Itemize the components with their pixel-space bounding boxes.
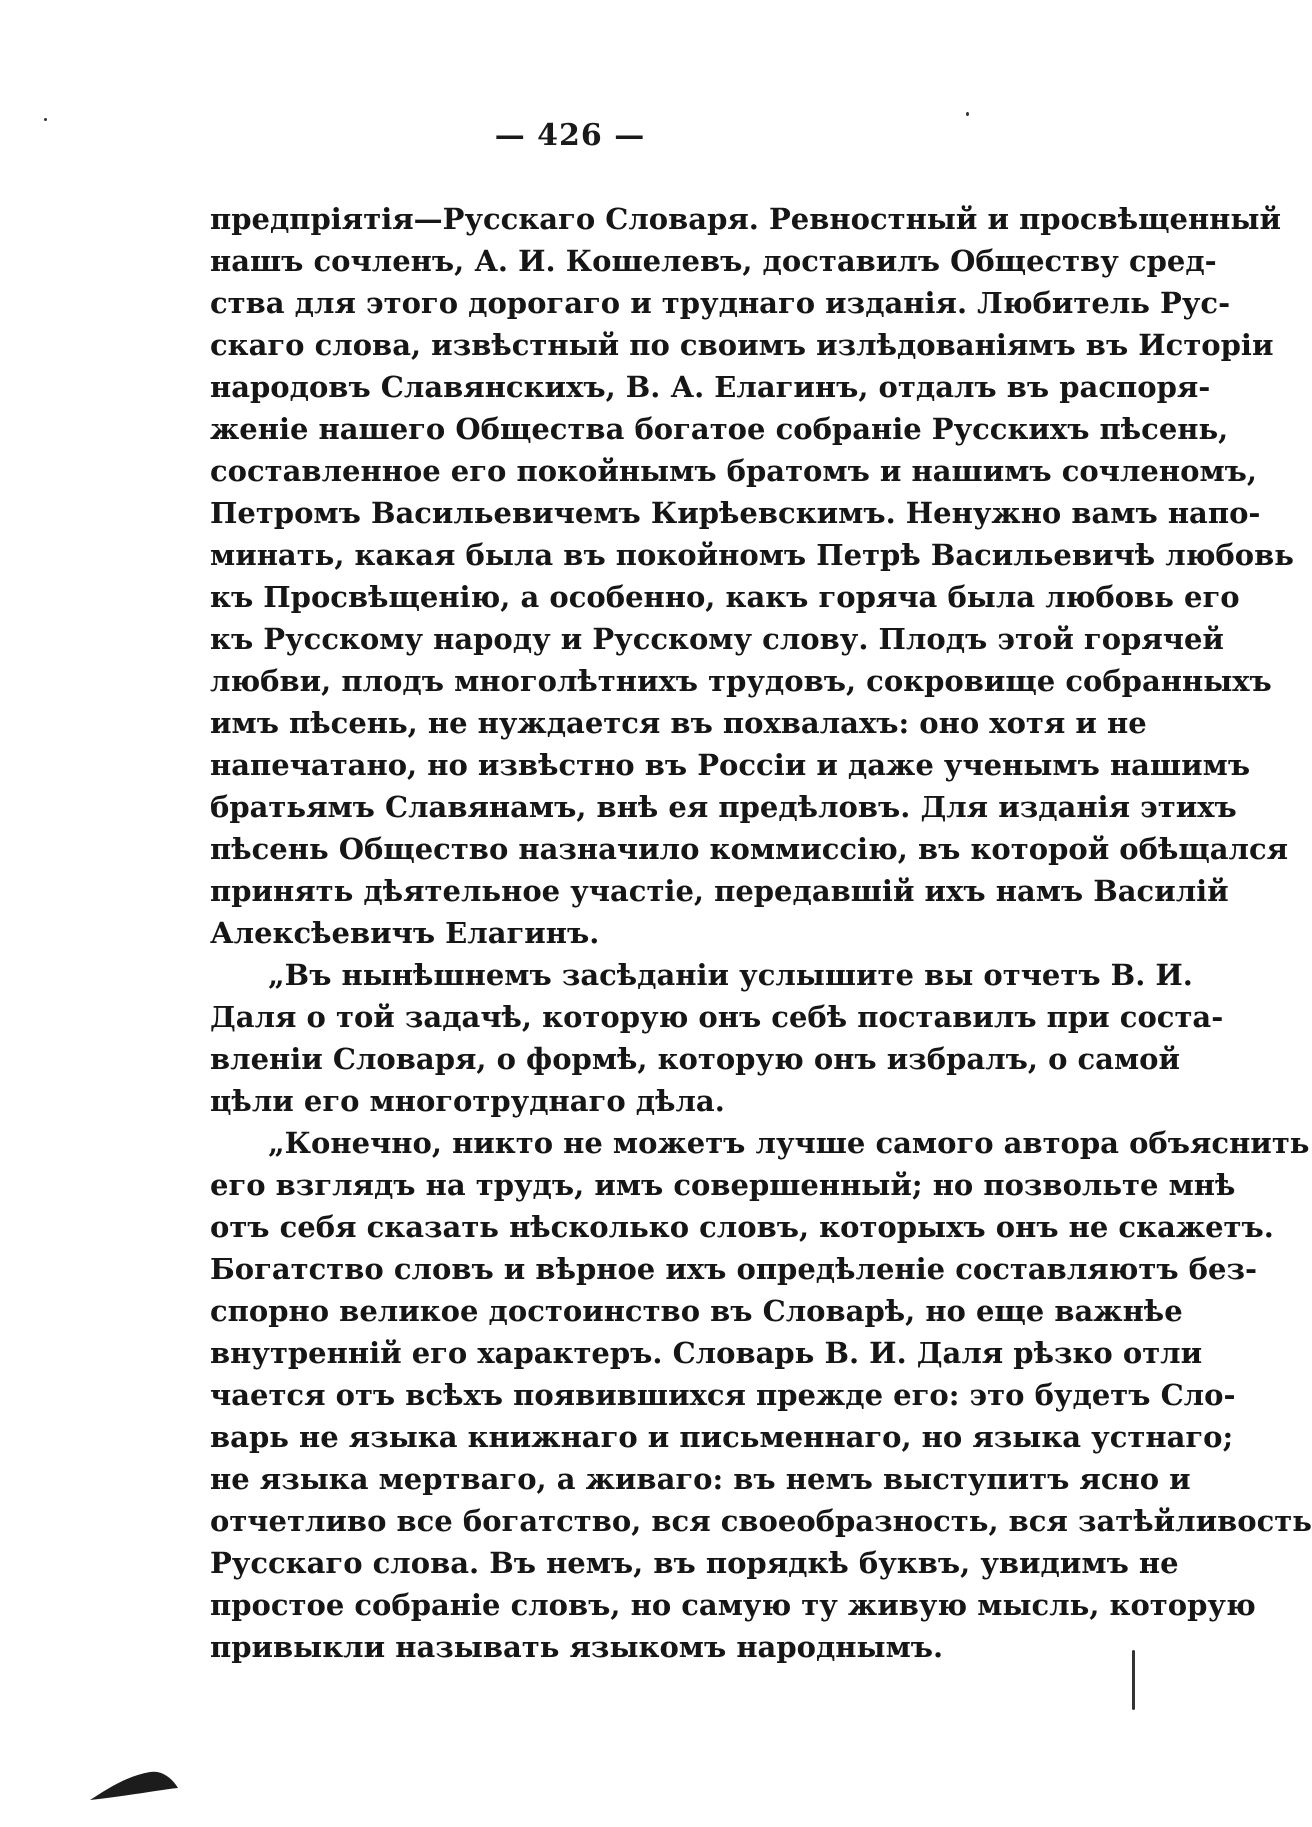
text-line: къ Русскому народу и Русскому слову. Плодъ этой горячей: [210, 622, 1224, 656]
text-line: „Въ нынѣшнемъ засѣданіи услышите вы отчетъ В. И.: [268, 958, 1193, 992]
text-line: любви, плодъ многолѣтнихъ трудовъ, сокровище собранныхъ: [210, 664, 1272, 698]
text-line: не языка мертваго, а живаго: въ немъ выступитъ ясно и: [210, 1462, 1191, 1496]
paragraph-2: [210, 954, 1224, 1122]
text-line: женіе нашего Общества богатое собраніе Русскихъ пѣсень,: [210, 412, 1229, 446]
ink-speck: [1132, 1650, 1135, 1710]
text-line: народовъ Славянскихъ, В. А. Елагинъ, отдалъ въ распоря-: [210, 370, 1211, 404]
text-line: внутренній его характеръ. Словарь В. И. Даля рѣзко отли: [210, 1336, 1203, 1370]
text-line: предпріятія—Русскаго Словаря. Ревностный и просвѣщенный: [210, 202, 1281, 236]
text-line: „Конечно, никто не можетъ лучше самого автора объяснить: [268, 1126, 1310, 1160]
text-line: чается отъ всѣхъ появившихся прежде его: это будетъ Сло-: [210, 1378, 1236, 1412]
text-line: цѣли его многотруднаго дѣла.: [210, 1084, 725, 1118]
text-line: ства для этого дорогаго и труднаго изданія. Любитель Рус-: [210, 286, 1231, 320]
text-line: спорно великое достоинство въ Словарѣ, но еще важнѣе: [210, 1294, 1183, 1328]
text-line: принять дѣятельное участіе, передавшій ихъ намъ Василій: [210, 874, 1229, 908]
text-line: скаго слова, извѣстный по своимъ излѣдованіямъ въ Исторіи: [210, 328, 1274, 362]
body-text: [210, 198, 1312, 1668]
text-line: Русскаго слова. Въ немъ, въ порядкѣ буквъ, увидимъ не: [210, 1546, 1179, 1580]
text-line: имъ пѣсень, не нуждается въ похвалахъ: оно хотя и не: [210, 706, 1147, 740]
text-line: составленное его покойнымъ братомъ и нашимъ сочленомъ,: [210, 454, 1257, 488]
text-line: пѣсень Общество назначило коммиссію, въ которой обѣщался: [210, 832, 1289, 866]
text-line: минать, какая была въ покойномъ Петрѣ Васильевичѣ любовь: [210, 538, 1294, 572]
text-line: Даля о той задачѣ, которую онъ себѣ поставилъ при соста-: [210, 1000, 1224, 1034]
text-line: отчетливо все богатство, вся своеобразность, вся затѣйливость: [210, 1504, 1312, 1538]
text-line: отъ себя сказать нѣсколько словъ, которыхъ онъ не скажетъ.: [210, 1210, 1274, 1244]
text-line: Богатство словъ и вѣрное ихъ опредѣленіе составляютъ без-: [210, 1252, 1258, 1286]
ink-speck: [966, 112, 969, 116]
text-line: нашъ сочленъ, А. И. Кошелевъ, доставилъ Обществу сред-: [210, 244, 1217, 278]
paragraph-1: [210, 198, 1294, 954]
text-line: его взглядъ на трудъ, имъ совершенный; но позвольте мнѣ: [210, 1168, 1236, 1202]
text-line: Петромъ Васильевичемъ Кирѣевскимъ. Ненужно вамъ напо-: [210, 496, 1261, 530]
text-line: къ Просвѣщенію, а особенно, какъ горяча была любовь его: [210, 580, 1240, 614]
text-line: напечатано, но извѣстно въ Россіи и даже ученымъ нашимъ: [210, 748, 1251, 782]
text-line: привыкли называть языкомъ народнымъ.: [210, 1630, 944, 1664]
ink-blot: [88, 1768, 180, 1802]
text-line: братьямъ Славянамъ, внѣ ея предѣловъ. Для изданія этихъ: [210, 790, 1237, 824]
text-line: вленіи Словаря, о формѣ, которую онъ избралъ, о самой: [210, 1042, 1181, 1076]
text-line: простое собраніе словъ, но самую ту живую мысль, которую: [210, 1588, 1256, 1622]
ink-speck: [44, 118, 47, 121]
page-number: — 426 —: [494, 118, 646, 153]
text-line: варь не языка книжнаго и письменнаго, но языка устнаго;: [210, 1420, 1234, 1454]
paragraph-3: [210, 1122, 1312, 1668]
text-line: Алексѣевичъ Елагинъ.: [210, 916, 600, 950]
